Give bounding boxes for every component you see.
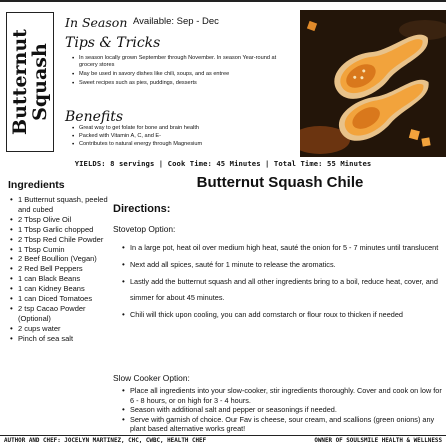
slow-cooker-steps bbox=[122, 386, 442, 434]
tip-item: • May be used in savory dishes like chili, soups, and as entree bbox=[72, 71, 294, 78]
title-box bbox=[6, 12, 54, 152]
benefit-item: • Great way to get folate for bone and brain health bbox=[72, 125, 292, 132]
author-credit: AUTHOR AND CHEF: JOCELYN MARTINEZ, CHC, CWBC, HEALTH CHEF bbox=[4, 438, 207, 444]
yields-bar: YIELDS: 8 servings | Cook Time: 45 Minutes | Total Time: 55 Minutes bbox=[74, 159, 372, 168]
ingredient-item: • 2 cups water bbox=[10, 324, 110, 334]
owner-credit: OWNER OF SOULSMILE HEALTH & WELLNESS bbox=[314, 438, 442, 444]
benefits-heading: Benefits bbox=[65, 109, 124, 125]
ingredients-list bbox=[10, 195, 110, 344]
ingredient-item: • 1 Tbsp Garlic chopped bbox=[10, 225, 110, 235]
ingredient-item: • 2 Tbsp Olive Oil bbox=[10, 215, 110, 225]
tip-item: • Sweet recipes such as pies, puddings, desserts bbox=[72, 80, 294, 87]
ingredient-item: • 1 Butternut squash, peeled and cubed bbox=[10, 195, 110, 215]
benefits-list bbox=[72, 125, 292, 150]
ingredient-item: • 1 can Diced Tomatoes bbox=[10, 294, 110, 304]
slow-cooker-heading: Slow Cooker Option: bbox=[113, 373, 190, 383]
title-line-1: Butternut bbox=[9, 29, 31, 135]
tips-list bbox=[72, 55, 294, 89]
ingredient-item: • 1 Tbsp Cumin bbox=[10, 245, 110, 255]
directions-heading: Directions: bbox=[113, 203, 171, 215]
squash-photo bbox=[300, 10, 446, 157]
step-item: • Next add all spices, sauté for 1 minute to release the aromatics. bbox=[122, 257, 442, 274]
ingredient-item: • 2 Beef Boullion (Vegan) bbox=[10, 254, 110, 264]
ingredient-item: • 2 tsp Cacao Powder (Optional) bbox=[10, 304, 110, 324]
step-item: • In a large pot, heat oil over medium high heat, sauté the onion for 5 - 7 minutes until translucent bbox=[122, 240, 442, 257]
step-item: • Place all ingredients into your slow-cooker, stir ingredients thoroughly. Cover and cook on low for 6 - 8 hours, or on high for 3 - 4 hours. bbox=[122, 386, 442, 405]
ingredient-item: • 1 can Black Beans bbox=[10, 274, 110, 284]
tip-item: • In season locally grown September through November. In season Year-round at grocery stores bbox=[72, 55, 294, 70]
season-heading: In Season bbox=[65, 15, 128, 30]
ingredient-item: • 1 can Kidney Beans bbox=[10, 284, 110, 294]
benefit-item: • Packed with Vitamin A, C, and E- bbox=[72, 133, 292, 140]
benefit-item: • Contributes to natural energy through Magnesium bbox=[72, 141, 292, 148]
step-item: • Lastly add the butternut squash and all other ingredients bring to a boil, reduce heat, cover, and simmer for about 45 minutes. bbox=[122, 274, 442, 308]
squash-illustration bbox=[300, 10, 446, 157]
ingredient-item: • Pinch of sea salt bbox=[10, 334, 110, 344]
vertical-title bbox=[10, 29, 50, 135]
ingredients-heading: Ingredients bbox=[8, 179, 65, 191]
available-text: Available: Sep - Dec bbox=[133, 16, 219, 27]
step-item: • Serve with garnish of choice. Our Fav is cheese, sour cream, and scallions (green onions) any plant based alternative works great! bbox=[122, 415, 442, 434]
recipe-title: Butternut Squash Chile bbox=[196, 174, 364, 191]
info-card bbox=[0, 0, 446, 158]
title-line-2: Squash bbox=[29, 43, 51, 121]
tips-heading: Tips & Tricks bbox=[65, 35, 161, 51]
ingredient-item: • 2 Red Bell Peppers bbox=[10, 264, 110, 274]
ingredient-item: • 2 Tbsp Red Chile Powder bbox=[10, 235, 110, 245]
stovetop-steps bbox=[122, 240, 442, 324]
step-item: • Season with additional salt and pepper or seasonings if needed. bbox=[122, 405, 442, 415]
stovetop-heading: Stovetop Option: bbox=[113, 224, 176, 234]
footer bbox=[0, 435, 446, 446]
step-item: • Chili will thick upon cooling, you can add cornstarch or flour roux to thicken if needed bbox=[122, 307, 442, 324]
